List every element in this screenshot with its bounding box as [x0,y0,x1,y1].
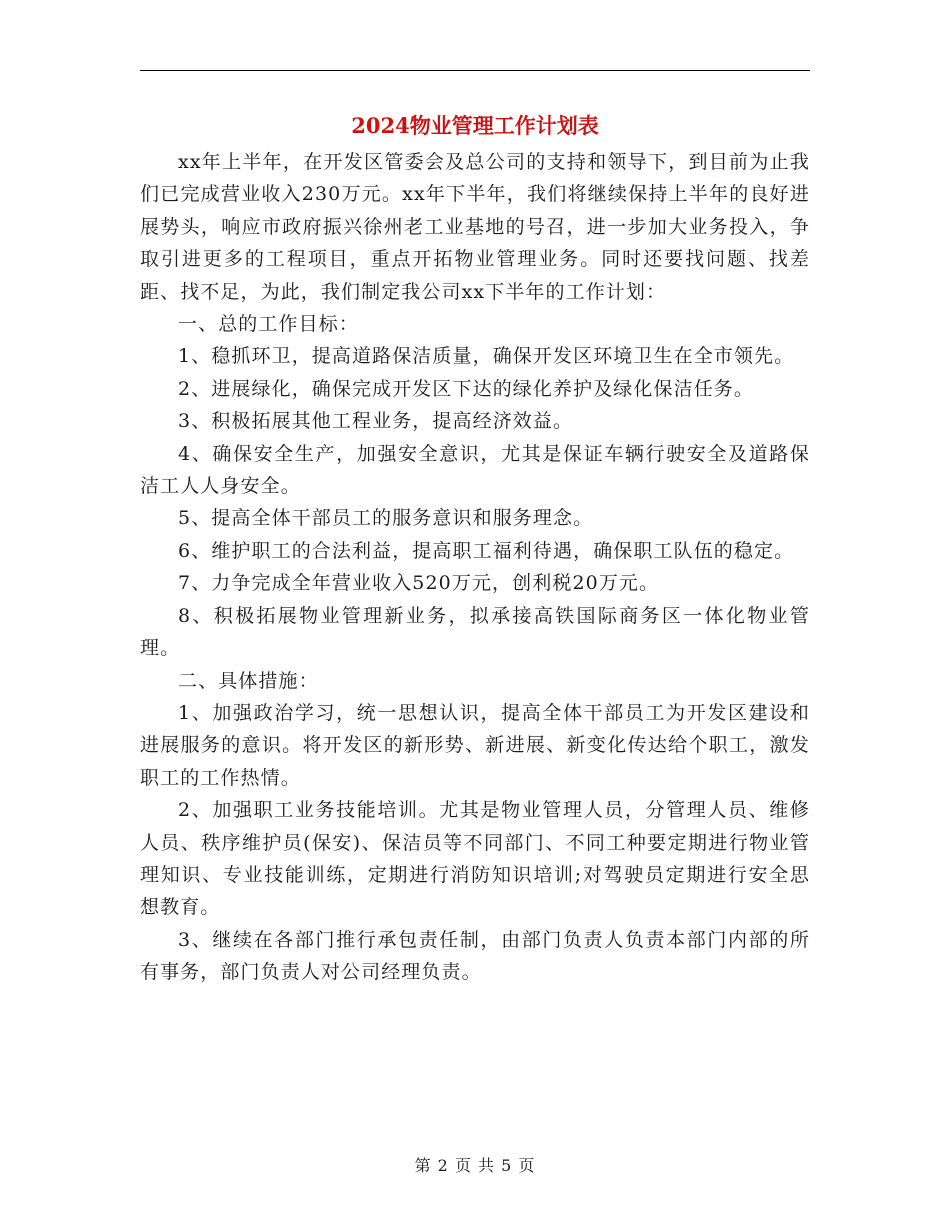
intro-paragraph: xx年上半年，在开发区管委会及总公司的支持和领导下，到目前为止我们已完成营业收入230万元。xx年下半年，我们将继续保持上半年的良好进展势头，响应市政府振兴徐州老工业基地的号召，进一步加大业务投入，争取引进更多的工程项目，重点开拓物业管理业务。同时还要找问题、找差距、找不足，为此，我们制定我公司xx下半年的工作计划： [140,151,810,303]
goal-item: 1、稳抓环卫，提高道路保洁质量，确保开发区环境卫生在全市领先。 [178,345,795,368]
goal-item: 4、确保安全生产，加强安全意识，尤其是保证车辆行驶安全及道路保洁工人人身安全。 [140,442,810,498]
goal-item: 5、提高全体干部员工的服务意识和服务理念。 [178,507,594,530]
goal-item: 8、积极拓展物业管理新业务，拟承接高铁国际商务区一体化物业管理。 [140,604,810,660]
document-title: 2024物业管理工作计划表 [351,113,599,138]
measure-item: 2、加强职工业务技能培训。尤其是物业管理人员，分管理人员、维修人员、秩序维护员(保安)、保洁员等不同部门、不同工种要定期进行物业管理知识、专业技能训练，定期进行消防知识培训;对驾驶员定期进行安全思想教育。 [140,799,810,919]
document-body [140,146,810,989]
goal-item: 7、力争完成全年营业收入520万元，创利税20万元。 [178,572,660,595]
measure-item: 1、加强政治学习，统一思想认识，提高全体干部员工为开发区建设和进展服务的意识。将开发区的新形势、新进展、新变化传达给个职工，激发职工的工作热情。 [140,701,810,789]
goal-item: 6、维护职工的合法利益，提高职工福利待遇，确保职工队伍的稳定。 [178,539,795,562]
page-number: 第 2 页 共 5 页 [414,1156,536,1175]
header-rule [140,70,810,71]
measure-item: 3、继续在各部门推行承包责任制，由部门负责人负责本部门内部的所有事务，部门负责人对公司经理负责。 [140,928,810,984]
goal-item: 3、积极拓展其他工程业务，提高经济效益。 [178,410,574,433]
section-heading-goals: 一、总的工作目标： [178,313,359,336]
section-heading-measures: 二、具体措施： [178,669,319,692]
goal-item: 2、进展绿化，确保完成开发区下达的绿化养护及绿化保洁任务。 [178,377,754,400]
